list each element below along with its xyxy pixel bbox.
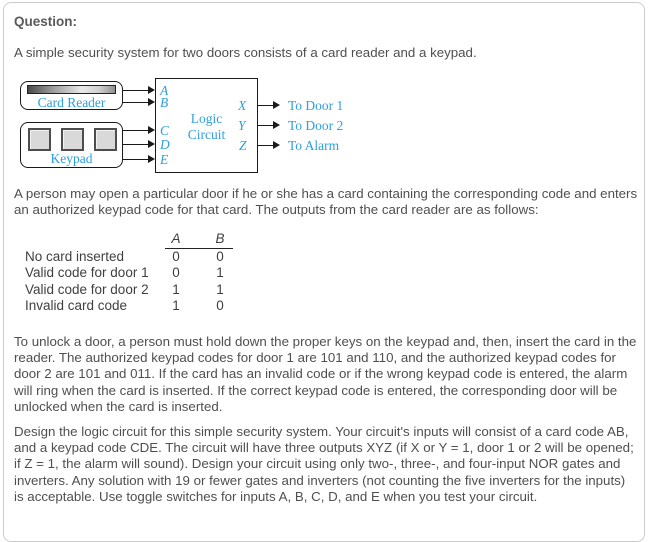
wire-input-b [122,102,148,103]
arrowhead-icon [148,98,155,106]
arrowhead-icon [273,121,280,129]
arrowhead-icon [148,126,155,134]
table-header-a: A [171,231,181,246]
output-target-alarm: To Alarm [288,138,340,153]
intro-paragraph: A simple security system for two doors consists of a card reader and a keypad. [14,45,477,60]
table-header-rule [165,248,233,249]
keypad-button-icon [61,128,84,151]
table-header-row [25,231,243,247]
table-row [25,282,243,298]
keypad-button-icon [28,128,51,151]
card-reader-outputs-paragraph: A person may open a particular door if he or she has a card containing the corresponding code and enters an authorized keypad code for that card. The outputs from the card reader are as follows: [14,186,638,218]
card-reader-box [20,81,123,110]
unlock-rules-paragraph: To unlock a door, a person must hold down the proper keys on the keypad and, then, insert the card in the reader. The authorized keypad codes for door 1 are 101 and 110, and the authorized keypad codes for door 2 are 101 and 011. If the card has an invalid code or if the wrong keypad code is entered, the alarm will ring when the card is inserted. If the correct keypad code is entered, the corresponding door will be unlocked when the card is inserted. [14,334,637,414]
row-label: Invalid card code [25,298,128,314]
table-header-b: B [215,231,225,246]
row-label: No card inserted [25,249,125,264]
output-pin-z: Z [239,138,247,153]
input-pin-c: C [160,123,170,138]
row-value-a: 1 [172,298,180,314]
wire-input-a [122,90,148,91]
output-pin-x: X [238,98,247,113]
security-system-diagram [0,75,659,183]
question-heading: Question: [14,14,77,29]
wire-output-y [258,125,274,126]
wire-input-d [122,144,148,145]
input-pin-d: D [160,137,170,152]
row-value-b: 0 [216,298,224,314]
logic-circuit-label-line1: Logic [190,111,223,126]
card-reader-label: Card Reader [37,95,106,110]
row-value-b: 1 [216,281,224,297]
card-slot-icon [27,85,116,94]
keypad-button-icon [94,128,117,151]
arrowhead-icon [148,140,155,148]
row-value-a: 0 [172,265,180,281]
row-value-a: 1 [172,281,180,297]
output-pin-y: Y [238,118,246,133]
table-header-spacer [25,231,155,247]
input-pin-b: B [160,95,169,110]
arrowhead-icon [273,141,280,149]
arrowhead-icon [148,86,155,94]
arrowhead-icon [273,101,280,109]
table-row [25,298,243,314]
card-reader-truth-table [25,231,243,315]
arrowhead-icon [148,155,155,163]
row-label: Valid code for door 1 [25,265,149,281]
row-value-a: 0 [172,249,180,264]
row-value-b: 1 [216,265,224,281]
table-row [25,249,243,265]
wire-input-e [122,159,148,160]
input-pin-e: E [160,152,169,167]
output-target-door1: To Door 1 [288,98,344,113]
design-task-paragraph: Design the logic circuit for this simple security system. Your circuit's inputs will consist of a card code AB, and a keypad code CDE. The circuit will have three outputs XYZ (if X or Y = 1, door 1 or 2 will be opened; if Z = 1, the alarm will sound). Design your circuit using only two-, three-, and four-input NOR gates and inverters. Any solution with 19 or fewer gates and inverters (not counting the five inverters for the inputs) is acceptable. Use toggle switches for inputs A, B, C, D, and E when you test your circuit. [14,424,634,504]
table-body [25,249,243,315]
row-value-b: 0 [216,249,224,264]
wire-input-c [122,130,148,131]
output-target-door2: To Door 2 [288,118,344,133]
wire-output-z [258,145,274,146]
keypad-box [20,122,123,168]
logic-circuit-label-line2: Circuit [187,126,226,142]
wire-output-x [258,105,274,106]
input-pin-a: A [160,83,169,98]
table-row [25,265,243,281]
row-label: Valid code for door 2 [25,281,149,297]
keypad-label: Keypad [50,151,93,166]
